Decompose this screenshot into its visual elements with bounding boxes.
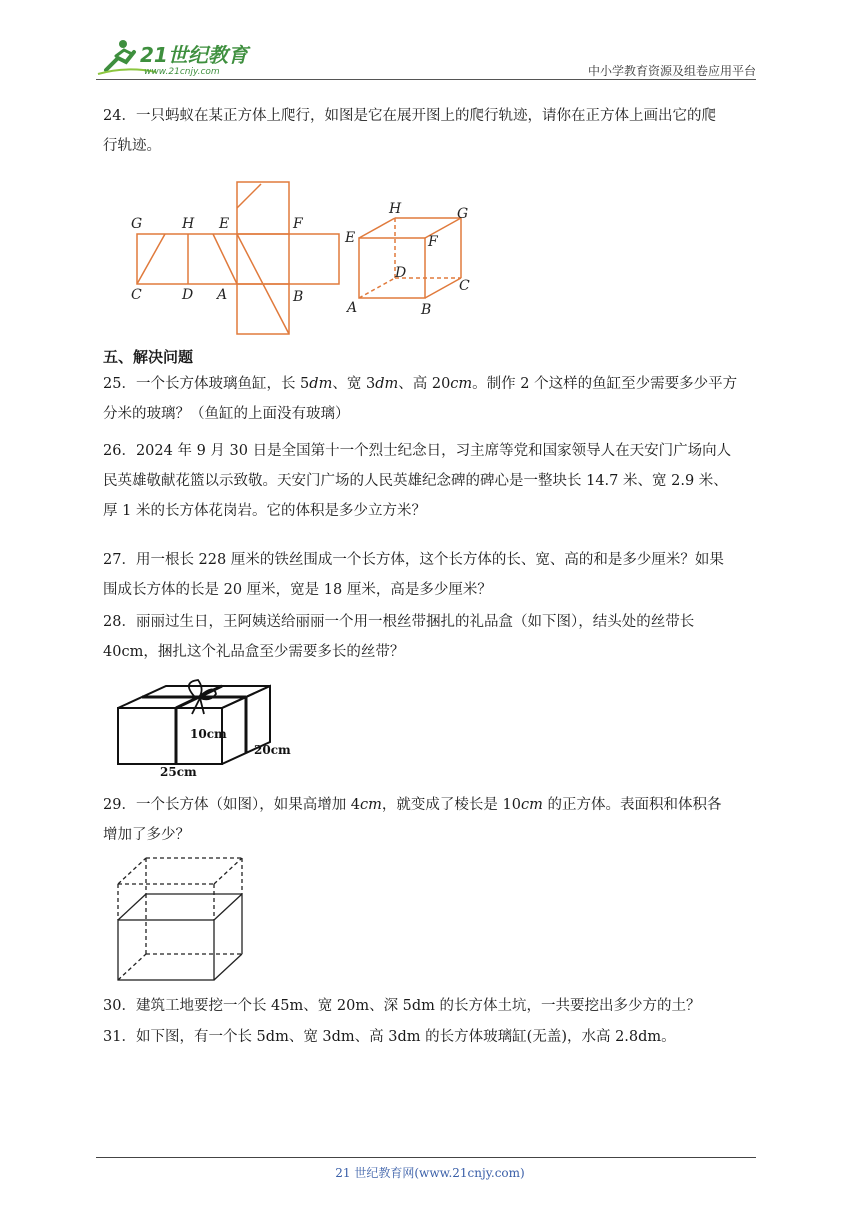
q27-line2: 围成长方体的长是 20 厘米，宽是 18 厘米，高是多少厘米？	[103, 582, 492, 598]
net-label-g: G	[131, 216, 143, 232]
path-segment	[137, 234, 165, 284]
q24-line1: 24．一只蚂蚁在某正方体上爬行，如图是它在展开图上的爬行轨迹，请你在正方体上画出它的爬	[103, 108, 716, 124]
cuboid-front	[118, 920, 214, 980]
q28-line1: 28．丽丽过生日，王阿姨送给丽丽一个用一根丝带捆扎的礼品盒（如下图），结头处的丝带长	[103, 614, 695, 630]
q29-text-a: 29．一个长方体（如图），如果高增加 4	[103, 797, 361, 813]
cube-label-h: H	[389, 201, 402, 217]
cube-net-and-cube-figure	[125, 178, 485, 338]
question-27	[103, 545, 763, 605]
cube-label-f: F	[428, 234, 438, 250]
net-label-f: F	[293, 216, 303, 232]
q25-unit-c: cm	[450, 376, 473, 392]
net-label-b: B	[293, 289, 304, 305]
q25-text-d: 。制作 2 个这样的鱼缸至少需要多少平方	[472, 376, 738, 392]
q26-line1: 26．2024 年 9 月 30 日是全国第十一个烈士纪念日，习主席等党和国家领导人在天安门广场向人	[103, 443, 732, 459]
q25-text-a: 25．一个长方体玻璃鱼缸，长 5	[103, 376, 310, 392]
gift-box-labels	[160, 727, 291, 779]
question-28	[103, 607, 763, 667]
question-25	[103, 369, 763, 429]
cube-label-d: D	[395, 265, 407, 281]
q25-unit-a: dm	[309, 376, 333, 392]
path-segment	[213, 234, 237, 284]
logo-text: 21世纪教育	[140, 43, 248, 67]
cube-label-b: B	[421, 302, 432, 318]
q25-text-b: 、宽 3	[332, 376, 376, 392]
path-segment	[237, 184, 261, 208]
site-logo	[96, 36, 256, 80]
q30-line1: 30．建筑工地要挖一个长 45m、宽 20m、深 5dm 的长方体土坑，一共要挖出多少方的土？	[103, 998, 701, 1014]
gift-label-height: 10cm	[190, 727, 227, 741]
q25-unit-b: dm	[375, 376, 399, 392]
gift-label-width: 20cm	[254, 743, 291, 757]
question-26	[103, 436, 763, 526]
question-29	[103, 790, 763, 850]
cube-label-c: C	[459, 278, 470, 294]
q25-line2: 分米的玻璃？（鱼缸的上面没有玻璃）	[103, 406, 350, 422]
net-label-h: H	[182, 216, 195, 232]
cuboid-figure	[112, 852, 252, 986]
q25-text-c: 、高 20	[398, 376, 451, 392]
q25-line1	[103, 369, 763, 399]
question-31	[103, 1022, 763, 1052]
runner-logo-icon	[96, 36, 256, 80]
section-title: 五、解决问题	[103, 348, 194, 366]
q29-text-c: 的正方体。表面积和体积各	[542, 797, 722, 813]
q26-line2: 民英雄敬献花篮以示致敬。天安门广场的人民英雄纪念碑的碑心是一整块长 14.7 米、宽 2.9 米、	[103, 473, 728, 489]
q28-line2: 40cm，捆扎这个礼品盒至少需要多长的丝带？	[103, 644, 405, 660]
gift-box-figure	[112, 678, 302, 780]
cube-label-e: E	[345, 230, 356, 246]
q29-line1	[103, 790, 763, 820]
cube-label-a: A	[347, 300, 358, 316]
q24-line2: 行轨迹。	[103, 138, 161, 154]
net-labels	[131, 216, 304, 305]
net-label-e: E	[219, 216, 230, 232]
header-divider	[96, 79, 756, 80]
q26-line3: 厚 1 米的长方体花岗岩。它的体积是多少立方米？	[103, 503, 426, 519]
q29-text-b: ，就变成了棱长是 10	[381, 797, 521, 813]
footer-divider	[96, 1157, 756, 1158]
q27-line1: 27．用一根长 228 厘米的铁丝围成一个长方体，这个长方体的长、宽、高的和是多少厘米？如果	[103, 552, 724, 568]
net-label-a: A	[217, 287, 228, 303]
q29-unit-a: cm	[360, 797, 382, 813]
q31-line1: 31．如下图，有一个长 5dm、宽 3dm、高 3dm 的长方体玻璃缸(无盖)，水高 2.8dm。	[103, 1029, 676, 1045]
header-platform-text: 中小学教育资源及组卷应用平台	[587, 64, 756, 78]
gift-label-length: 25cm	[160, 765, 197, 779]
cube-label-g: G	[457, 206, 469, 222]
q29-unit-b: cm	[520, 797, 543, 813]
cube-drawing	[359, 218, 461, 298]
question-24	[103, 101, 763, 161]
question-30	[103, 991, 763, 1021]
logo-url: www.21cnjy.com	[144, 67, 220, 77]
footer-text[interactable]: 21 世纪教育网(www.21cnjy.com)	[335, 1166, 525, 1180]
net-label-c: C	[131, 287, 142, 303]
cube-net	[137, 182, 339, 334]
q29-line2: 增加了多少？	[103, 827, 190, 843]
net-label-d: D	[182, 287, 194, 303]
